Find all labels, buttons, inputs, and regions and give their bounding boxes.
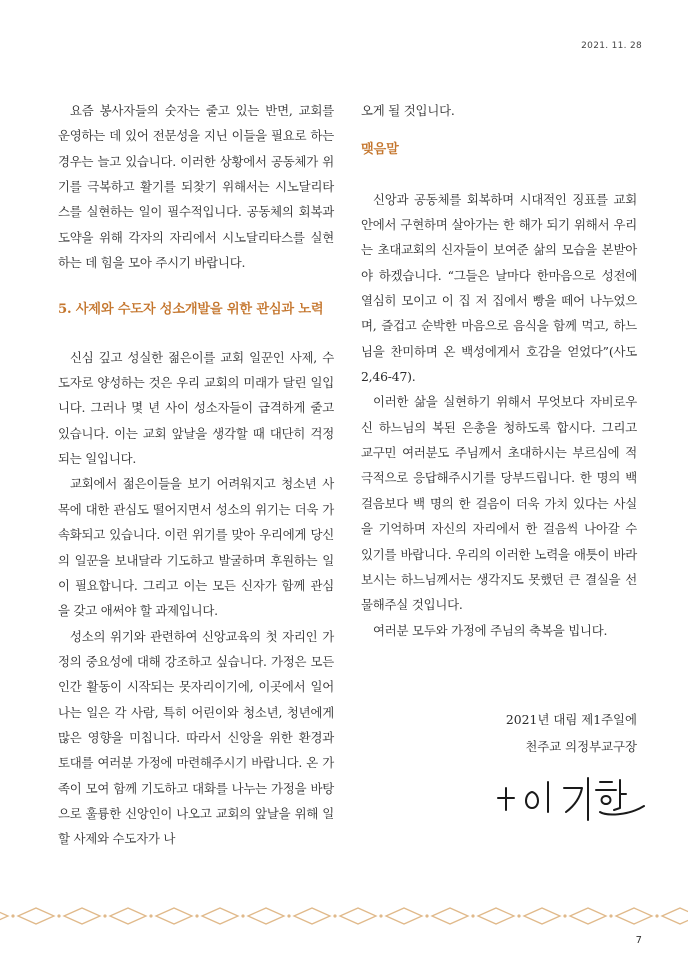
closing-date: 2021년 대림 제1주일에 [505,712,637,727]
border-diamond [18,908,54,924]
body-paragraph: 교회에서 젊은이들을 보기 어려워지고 청소년 사목에 대한 관심도 떨어지면서 성소의 위기는 더욱 가속화되고 있습니다. 이런 위기를 맞아 우리에게 당신의 일꾼을 보내달라 기도하고 발굴하며 후원하는 일이 필요합니다. 그리고 이는 모든 신자가 함께 관심을 갖고 애써야 할 과제입니다. [58,476,334,619]
border-dot [563,914,566,917]
border-dot [333,914,336,917]
border-diamond [340,908,376,924]
closing-author: 천주교 의정부교구장 [525,739,637,754]
border-diamond [110,908,146,924]
border-dot [609,914,612,917]
body-paragraph: 오게 될 것입니다. [361,103,455,118]
border-diamond [432,908,468,924]
border-diamond [662,908,688,924]
section-heading: 5. 사제와 수도자 성소개발을 위한 관심과 노력 [58,302,324,318]
body-paragraph: 요즘 봉사자들의 숫자는 줄고 있는 반면, 교회를 운영하는 데 있어 전문성을 지닌 이들을 필요로 하는 경우는 늘고 있습니다. 이러한 상황에서 공동체가 위기를 극복하고 활기를 되찾기 위해서는 시노달리타스를 실현하는 일이 필수적입니다. 공동체의 회복과 도약을 위해 각자의 자리에서 시노달리타스를 실현하는 데 힘을 모아 주시기 바랍니다. [58,103,334,271]
issue-date: 2021. 11. 28 [581,41,642,51]
border-diamond [570,908,606,924]
border-dot [241,914,244,917]
border-diamond [616,908,652,924]
border-diamond [524,908,560,924]
signature-image [488,768,648,828]
border-dot [57,914,60,917]
border-dot [655,914,658,917]
right-column [361,98,637,643]
border-dot [11,914,14,917]
body-paragraph: 신앙과 공동체를 회복하며 시대적인 징표를 교회 안에서 구현하며 살아가는 한 해가 되기 위해서 우리는 초대교회의 신자들이 보여준 삶의 모습을 본받아야 하겠습니다. “그들은 날마다 한마음으로 성전에 열심히 모이고 이 집 저 집에서 빵을 떼어 나누었으며, 즐겁고 순박한 마음으로 음식을 함께 먹고, 하느님을 찬미하며 온 백성에게서 호감을 얻었다”(사도 2,46-47). [361,191,637,385]
border-dot [379,914,382,917]
border-dot [517,914,520,917]
body-paragraph: 여러분 모두와 가정에 주님의 축복을 빕니다. [373,622,608,638]
left-column [58,98,334,852]
border-diamond [478,908,514,924]
border-diamond [64,908,100,924]
border-dot [425,914,428,917]
body-paragraph: 이러한 삶을 실현하기 위해서 무엇보다 자비로우신 하느님의 복된 은총을 청하도록 합시다. 그리고 교구민 여러분도 주님께서 초대하시는 부르심에 적극적으로 응답해주시기를 당부드립니다. 한 명의 백 걸음보다 백 명의 한 걸음이 더욱 가치 있다는 사실을 기억하며 자신의 자리에서 한 걸음씩 나아갈 수 있기를 바랍니다. 우리의 이러한 노력을 애틋이 바라보시는 하느님께서는 생각지도 못했던 큰 결실을 선물해주실 것입니다. [361,394,637,613]
closing-block [361,706,637,760]
decorative-border [0,904,688,928]
border-diamond [294,908,330,924]
border-diamond [156,908,192,924]
body-paragraph: 신심 깊고 성실한 젊은이를 교회 일꾼인 사제, 수도자로 양성하는 것은 우리 교회의 미래가 달린 일입니다. 그러나 몇 년 사이 성소자들이 급격하게 줄고 있습니다. 이는 교회 앞날을 생각할 때 대단히 걱정되는 일입니다. [58,349,334,467]
section-heading: 맺음말 [361,142,399,158]
border-dot [287,914,290,917]
border-dot [103,914,106,917]
border-dot [149,914,152,917]
border-diamond [0,908,8,924]
border-dot [195,914,198,917]
border-diamond [202,908,238,924]
page-number: 7 [635,935,642,946]
border-diamond [248,908,284,924]
body-paragraph: 성소의 위기와 관련하여 신앙교육의 첫 자리인 가정의 중요성에 대해 강조하고 싶습니다. 가정은 모든 인간 활동이 시작되는 못자리이기에, 이곳에서 일어나는 일은 각 사람, 특히 어린이와 청소년, 청년에게 많은 영향을 미칩니다. 따라서 신앙을 위한 환경과 토대를 여러분 가정에 마련해주시기 바랍니다. 온 가족이 모여 함께 기도하고 대화를 나누는 가정을 바탕으로 훌륭한 신앙인이 나오고 교회의 앞날을 위해 일할 사제와 수도자가 나 [58,628,334,847]
border-diamond [386,908,422,924]
border-dot [471,914,474,917]
